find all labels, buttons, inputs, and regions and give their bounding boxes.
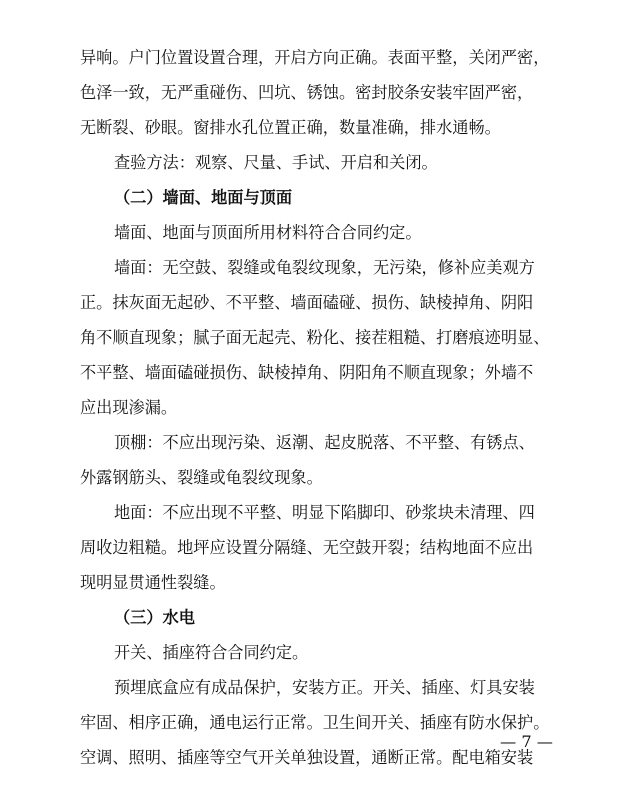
paragraph-line: 查验方法：观察、尺量、手试、开启和关闭。 — [114, 153, 438, 172]
paragraph-line: 色泽一致，无严重碰伤、凹坑、锈蚀。密封胶条安装牢固严密， — [80, 83, 534, 102]
paragraph-line: 空调、照明、插座等空气开关单独设置，通断正常。配电箱安装 — [80, 748, 534, 767]
paragraph-line: 预埋底盒应有成品保护，安装方正。开关、插座、灯具安装 — [114, 678, 535, 697]
paragraph-line: 开关、插座符合合同约定。 — [114, 643, 309, 662]
paragraph-line: 地面：不应出现不平整、明显下陷脚印、砂浆块未清理、四 — [114, 503, 535, 522]
paragraph-line: 无断裂、砂眼。窗排水孔位置正确，数量准确，排水通畅。 — [80, 118, 501, 137]
section-heading: （三）水电 — [114, 608, 195, 627]
paragraph-line: 异响。户门位置设置合理，开启方向正确。表面平整，关闭严密， — [80, 48, 550, 67]
paragraph-line: 不平整、墙面磕碰损伤、缺棱掉角、阴阳角不顺直现象；外墙不 — [80, 363, 534, 382]
paragraph-line: 周收边粗糙。地坪应设置分隔缝、无空鼓开裂；结构地面不应出 — [80, 538, 534, 557]
paragraph-line: 墙面：无空鼓、裂缝或龟裂纹现象，无污染，修补应美观方 — [114, 258, 535, 277]
paragraph-line: 现明显贯通性裂缝。 — [80, 573, 226, 592]
paragraph-line: 牢固、相序正确，通电运行正常。卫生间开关、插座有防水保护。 — [80, 713, 550, 732]
page-number: — 7 — — [500, 732, 553, 751]
paragraph-line: 角不顺直现象；腻子面无起壳、粉化、接茬粗糙、打磨痕迹明显、 — [80, 328, 550, 347]
section-heading: （二）墙面、地面与顶面 — [114, 188, 293, 207]
paragraph-line: 顶棚：不应出现污染、返潮、起皮脱落、不平整、有锈点、 — [114, 433, 535, 452]
paragraph-line: 外露钢筋头、裂缝或龟裂纹现象。 — [80, 468, 323, 487]
paragraph-line: 墙面、地面与顶面所用材料符合合同约定。 — [114, 223, 422, 242]
paragraph-line: 正。抹灰面无起砂、不平整、墙面磕碰、损伤、缺棱掉角、阴阳 — [80, 293, 534, 312]
paragraph-line: 应出现渗漏。 — [80, 398, 178, 417]
